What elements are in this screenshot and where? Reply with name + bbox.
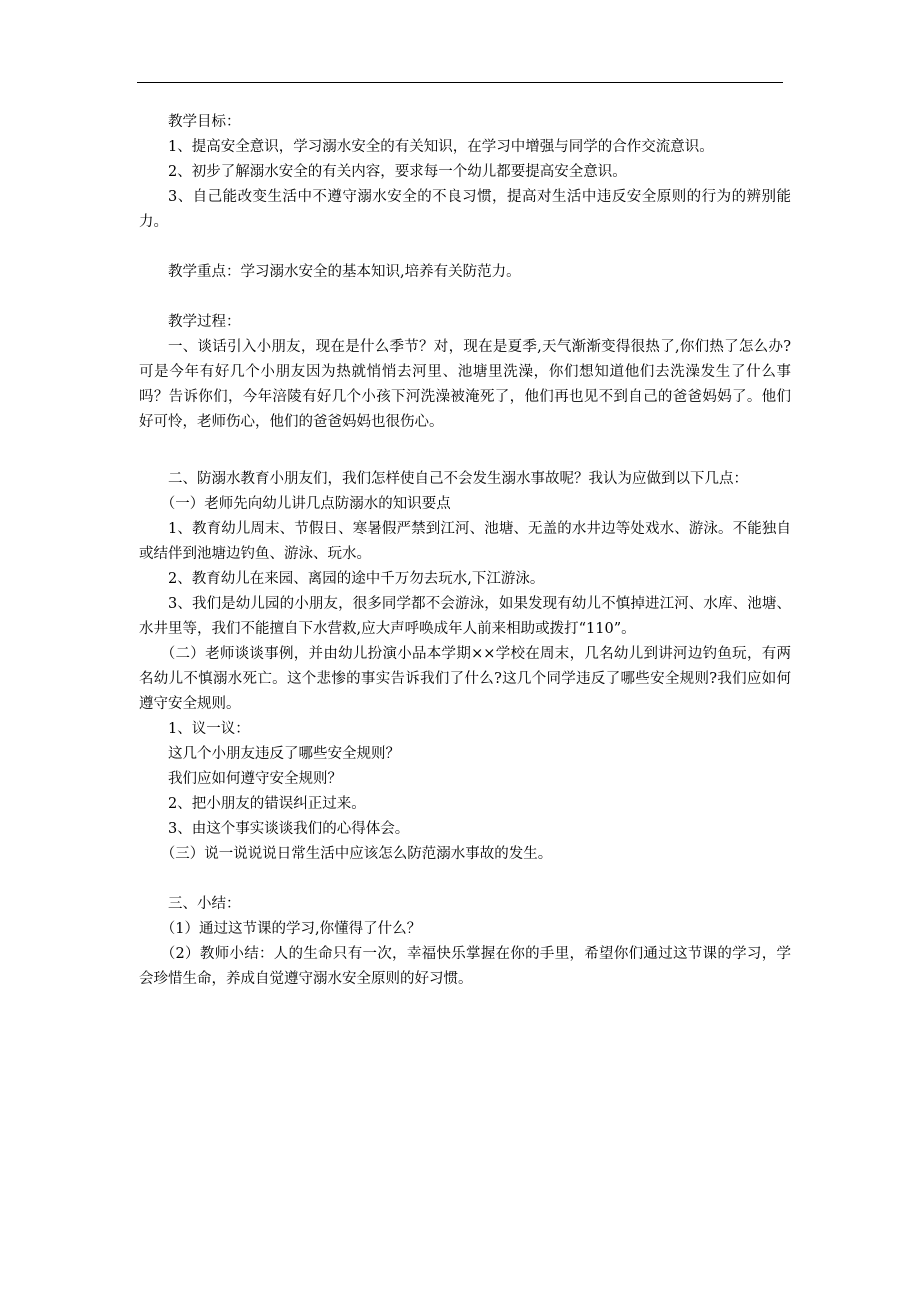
section-gap <box>139 285 791 310</box>
summary-item-1: （1）通过这节课的学习,你懂得了什么？ <box>160 921 422 937</box>
goal-item-3: 3、自己能改变生活中不遵守溺水安全的不良习惯，提高对生活中违反安全原则的行为的辨别能力。 <box>139 189 791 230</box>
section-gap <box>139 435 791 467</box>
header-rule <box>137 82 783 83</box>
section-gap <box>139 235 791 260</box>
goal-item-2: 2、初步了解溺水安全的有关内容，要求每一个幼儿都要提高安全意识。 <box>168 164 627 180</box>
process-heading: 教学过程： <box>168 314 241 330</box>
part2-sub3-title: （三）说一说说说日常生活中应该怎么防范溺水事故的发生。 <box>160 846 553 862</box>
part2-sub1-item-3: 3、我们是幼儿园的小朋友，很多同学都不会游泳，如果发现有幼儿不慎掉进江河、水库、池塘、水井里等，我们不能擅自下水营救,应大声呼唤成年人前来相助或拨打“110”。 <box>139 596 791 637</box>
part2-sub2-item-2: 这几个小朋友违反了哪些安全规则？ <box>168 746 400 762</box>
part2-sub2-item-4: 2、把小朋友的错误纠正过来。 <box>168 796 366 812</box>
part2-sub1-item-2: 2、教育幼儿在来园、离园的途中千万勿去玩水,下江游泳。 <box>168 571 545 587</box>
summary-item-2: （2）教师小结：人的生命只有一次，幸福快乐掌握在你的手里，希望你们通过这节课的学习，学会珍惜生命，养成自觉遵守溺水安全原则的好习惯。 <box>139 946 791 987</box>
summary-heading: 三、小结： <box>168 896 241 912</box>
part2-sub2-title: （二）老师谈谈事例，并由幼儿扮演小品本学期××学校在周末，几名幼儿到讲河边钓鱼玩，有两名幼儿不慎溺水死亡。这个悲惨的事实告诉我们了什么?这几个同学违反了哪些安全规则?我们应如何遵守安全规则。 <box>139 646 791 712</box>
section-gap <box>139 867 791 892</box>
process-part2-intro: 二、防溺水教育小朋友们，我们怎样使自己不会发生溺水事故呢？我认为应做到以下几点： <box>168 471 748 487</box>
part2-sub1-item-1: 1、教育幼儿周末、节假日、寒暑假严禁到江河、池塘、无盖的水井边等处戏水、游泳。不能独自或结伴到池塘边钓鱼、游泳、玩水。 <box>139 521 791 562</box>
process-part1: 一、谈话引入小朋友，现在是什么季节？对，现在是夏季,天气渐渐变得很热了,你们热了怎么办?可是今年有好几个小朋友因为热就悄悄去河里、池塘里洗澡，你们想知道他们去洗澡发生了什么事吗？告诉你们，今年涪陵有好几个小孩下河洗澡被淹死了，他们再也见不到自己的爸爸妈妈了。他们好可怜，老师伤心，他们的爸爸妈妈也很伤心。 <box>139 339 791 430</box>
document-body <box>139 110 791 992</box>
goals-heading: 教学目标： <box>168 114 241 130</box>
part2-sub1-title: （一）老师先向幼儿讲几点防溺水的知识要点 <box>160 496 451 512</box>
key-point: 教学重点：学习溺水安全的基本知识,培养有关防范力。 <box>168 264 521 280</box>
part2-sub2-item-1: 1、议一议： <box>168 721 250 737</box>
part2-sub2-item-3: 我们应如何遵守安全规则？ <box>168 771 342 787</box>
goal-item-1: 1、提高安全意识，学习溺水安全的有关知识，在学习中增强与同学的合作交流意识。 <box>168 139 714 155</box>
part2-sub2-item-5: 3、由这个事实谈谈我们的心得体会。 <box>168 821 410 837</box>
